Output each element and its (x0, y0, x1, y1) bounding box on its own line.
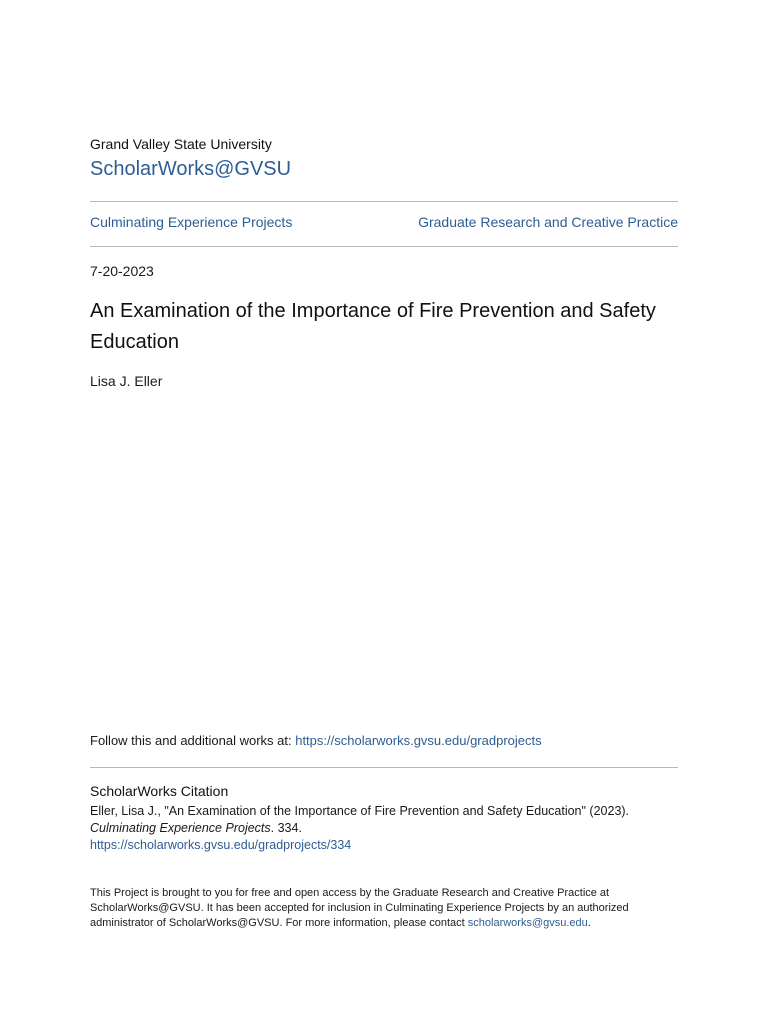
citation-heading: ScholarWorks Citation (90, 783, 229, 799)
divider-bottom (90, 767, 678, 768)
publication-date: 7-20-2023 (90, 263, 154, 279)
citation-block (90, 803, 678, 854)
follow-label: Follow this and additional works at: (90, 733, 296, 748)
collection-link-graduate-research[interactable]: Graduate Research and Creative Practice (418, 214, 678, 230)
citation-series-line (90, 820, 678, 837)
citation-series: Culminating Experience Projects (90, 821, 271, 835)
citation-number: . 334. (270, 821, 302, 835)
follow-link[interactable]: https://scholarworks.gvsu.edu/gradprojects (295, 733, 542, 748)
collection-link-culminating[interactable]: Culminating Experience Projects (90, 214, 293, 230)
follow-line (90, 733, 542, 748)
author-name: Lisa J. Eller (90, 373, 163, 389)
citation-reference: Eller, Lisa J., "An Examination of the Importance of Fire Prevention and Safety Education" (2023). (90, 804, 630, 818)
repository-link[interactable]: ScholarWorks@GVSU (90, 158, 292, 180)
divider-middle (90, 246, 678, 247)
cover-page (90, 0, 678, 1024)
citation-link[interactable]: https://scholarworks.gvsu.edu/gradprojects/334 (90, 838, 352, 852)
notice-end: . (587, 917, 591, 929)
institution-name: Grand Valley State University (90, 136, 272, 152)
notice-text: This Project is brought to you for free and open access by the Graduate Research and Creative Practice at ScholarWorks@GVSU. It has been accepted for inclusion in Culminating Experience Projects by an authorized administrator of ScholarWorks@GVSU. For more information, please contact (90, 887, 629, 929)
access-notice (90, 886, 678, 931)
divider-top (90, 201, 678, 202)
document-title: An Examination of the Importance of Fire Prevention and Safety Education (90, 300, 656, 353)
contact-email-link[interactable]: scholarworks@gvsu.edu (467, 917, 588, 929)
